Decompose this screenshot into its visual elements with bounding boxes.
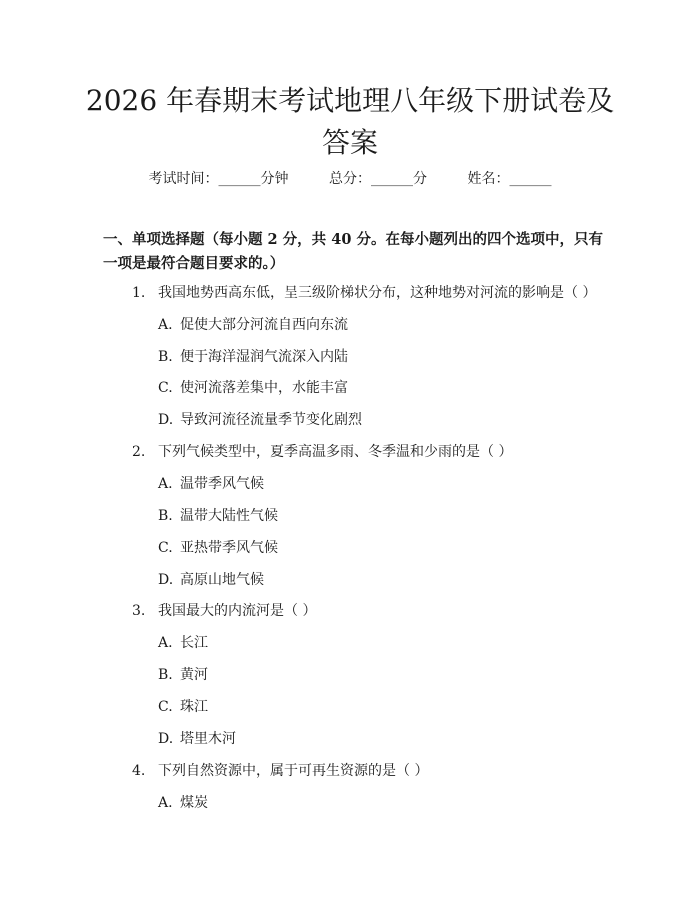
option-letter: D. <box>158 412 174 428</box>
option-text: 黄河 <box>180 667 208 683</box>
question-3 <box>132 600 316 620</box>
student-name-field: 姓名：______ <box>467 171 552 187</box>
q4-option-a <box>158 792 208 812</box>
q3-option-d <box>158 728 236 748</box>
option-letter: A. <box>158 795 173 811</box>
option-text: 煤炭 <box>180 795 208 811</box>
q1-option-a <box>158 314 348 334</box>
q2-option-a <box>158 473 264 493</box>
option-letter: C. <box>158 540 173 556</box>
question-number: 2. <box>132 444 146 460</box>
q3-option-c <box>158 696 208 716</box>
option-letter: B. <box>158 508 173 524</box>
option-letter: B. <box>158 667 173 683</box>
question-text: 下列气候类型中，夏季高温多雨、冬季温和少雨的是（ ） <box>158 444 513 460</box>
option-letter: A. <box>158 476 173 492</box>
q2-option-b <box>158 505 278 525</box>
option-text: 导致河流径流量季节变化剧烈 <box>180 412 362 428</box>
option-letter: C. <box>158 699 173 715</box>
question-text: 我国最大的内流河是（ ） <box>158 603 317 619</box>
option-text: 珠江 <box>180 699 208 715</box>
option-text: 使河流落差集中，水能丰富 <box>180 380 348 396</box>
q3-option-b <box>158 664 208 684</box>
question-number: 3. <box>132 603 146 619</box>
question-1 <box>132 282 596 302</box>
exam-info-line <box>0 168 700 188</box>
q1-option-d <box>158 409 362 429</box>
question-text: 我国地势西高东低，呈三级阶梯状分布，这种地势对河流的影响是（ ） <box>158 285 597 301</box>
q2-option-d <box>158 569 264 589</box>
q1-option-b <box>158 346 348 366</box>
question-2 <box>132 441 512 461</box>
section-heading: 一、单项选择题（每小题 2 分，共 40 分。在每小题列出的四个选项中，只有一项是最符合题目要求的。） <box>103 231 603 272</box>
option-letter: C. <box>158 380 173 396</box>
q3-option-a <box>158 632 208 652</box>
total-score-field: 总分：______分 <box>329 171 427 187</box>
question-number: 4. <box>132 763 146 779</box>
option-text: 便于海洋湿润气流深入内陆 <box>180 349 348 365</box>
option-letter: D. <box>158 731 174 747</box>
option-letter: B. <box>158 349 173 365</box>
option-letter: A. <box>158 317 173 333</box>
question-number: 1. <box>132 285 146 301</box>
option-letter: A. <box>158 635 173 651</box>
question-text: 下列自然资源中，属于可再生资源的是（ ） <box>158 763 429 779</box>
exam-time-field: 考试时间：______分钟 <box>148 171 289 187</box>
option-text: 温带大陆性气候 <box>180 508 278 524</box>
question-4 <box>132 760 428 780</box>
option-text: 温带季风气候 <box>180 476 264 492</box>
q1-option-c <box>158 377 348 397</box>
page-title: 2026 年春期末考试地理八年级下册试卷及答案 <box>85 84 615 159</box>
option-text: 塔里木河 <box>180 731 236 747</box>
q2-option-c <box>158 537 278 557</box>
option-letter: D. <box>158 572 174 588</box>
option-text: 长江 <box>180 635 208 651</box>
option-text: 促使大部分河流自西向东流 <box>180 317 348 333</box>
option-text: 高原山地气候 <box>180 572 264 588</box>
option-text: 亚热带季风气候 <box>180 540 278 556</box>
